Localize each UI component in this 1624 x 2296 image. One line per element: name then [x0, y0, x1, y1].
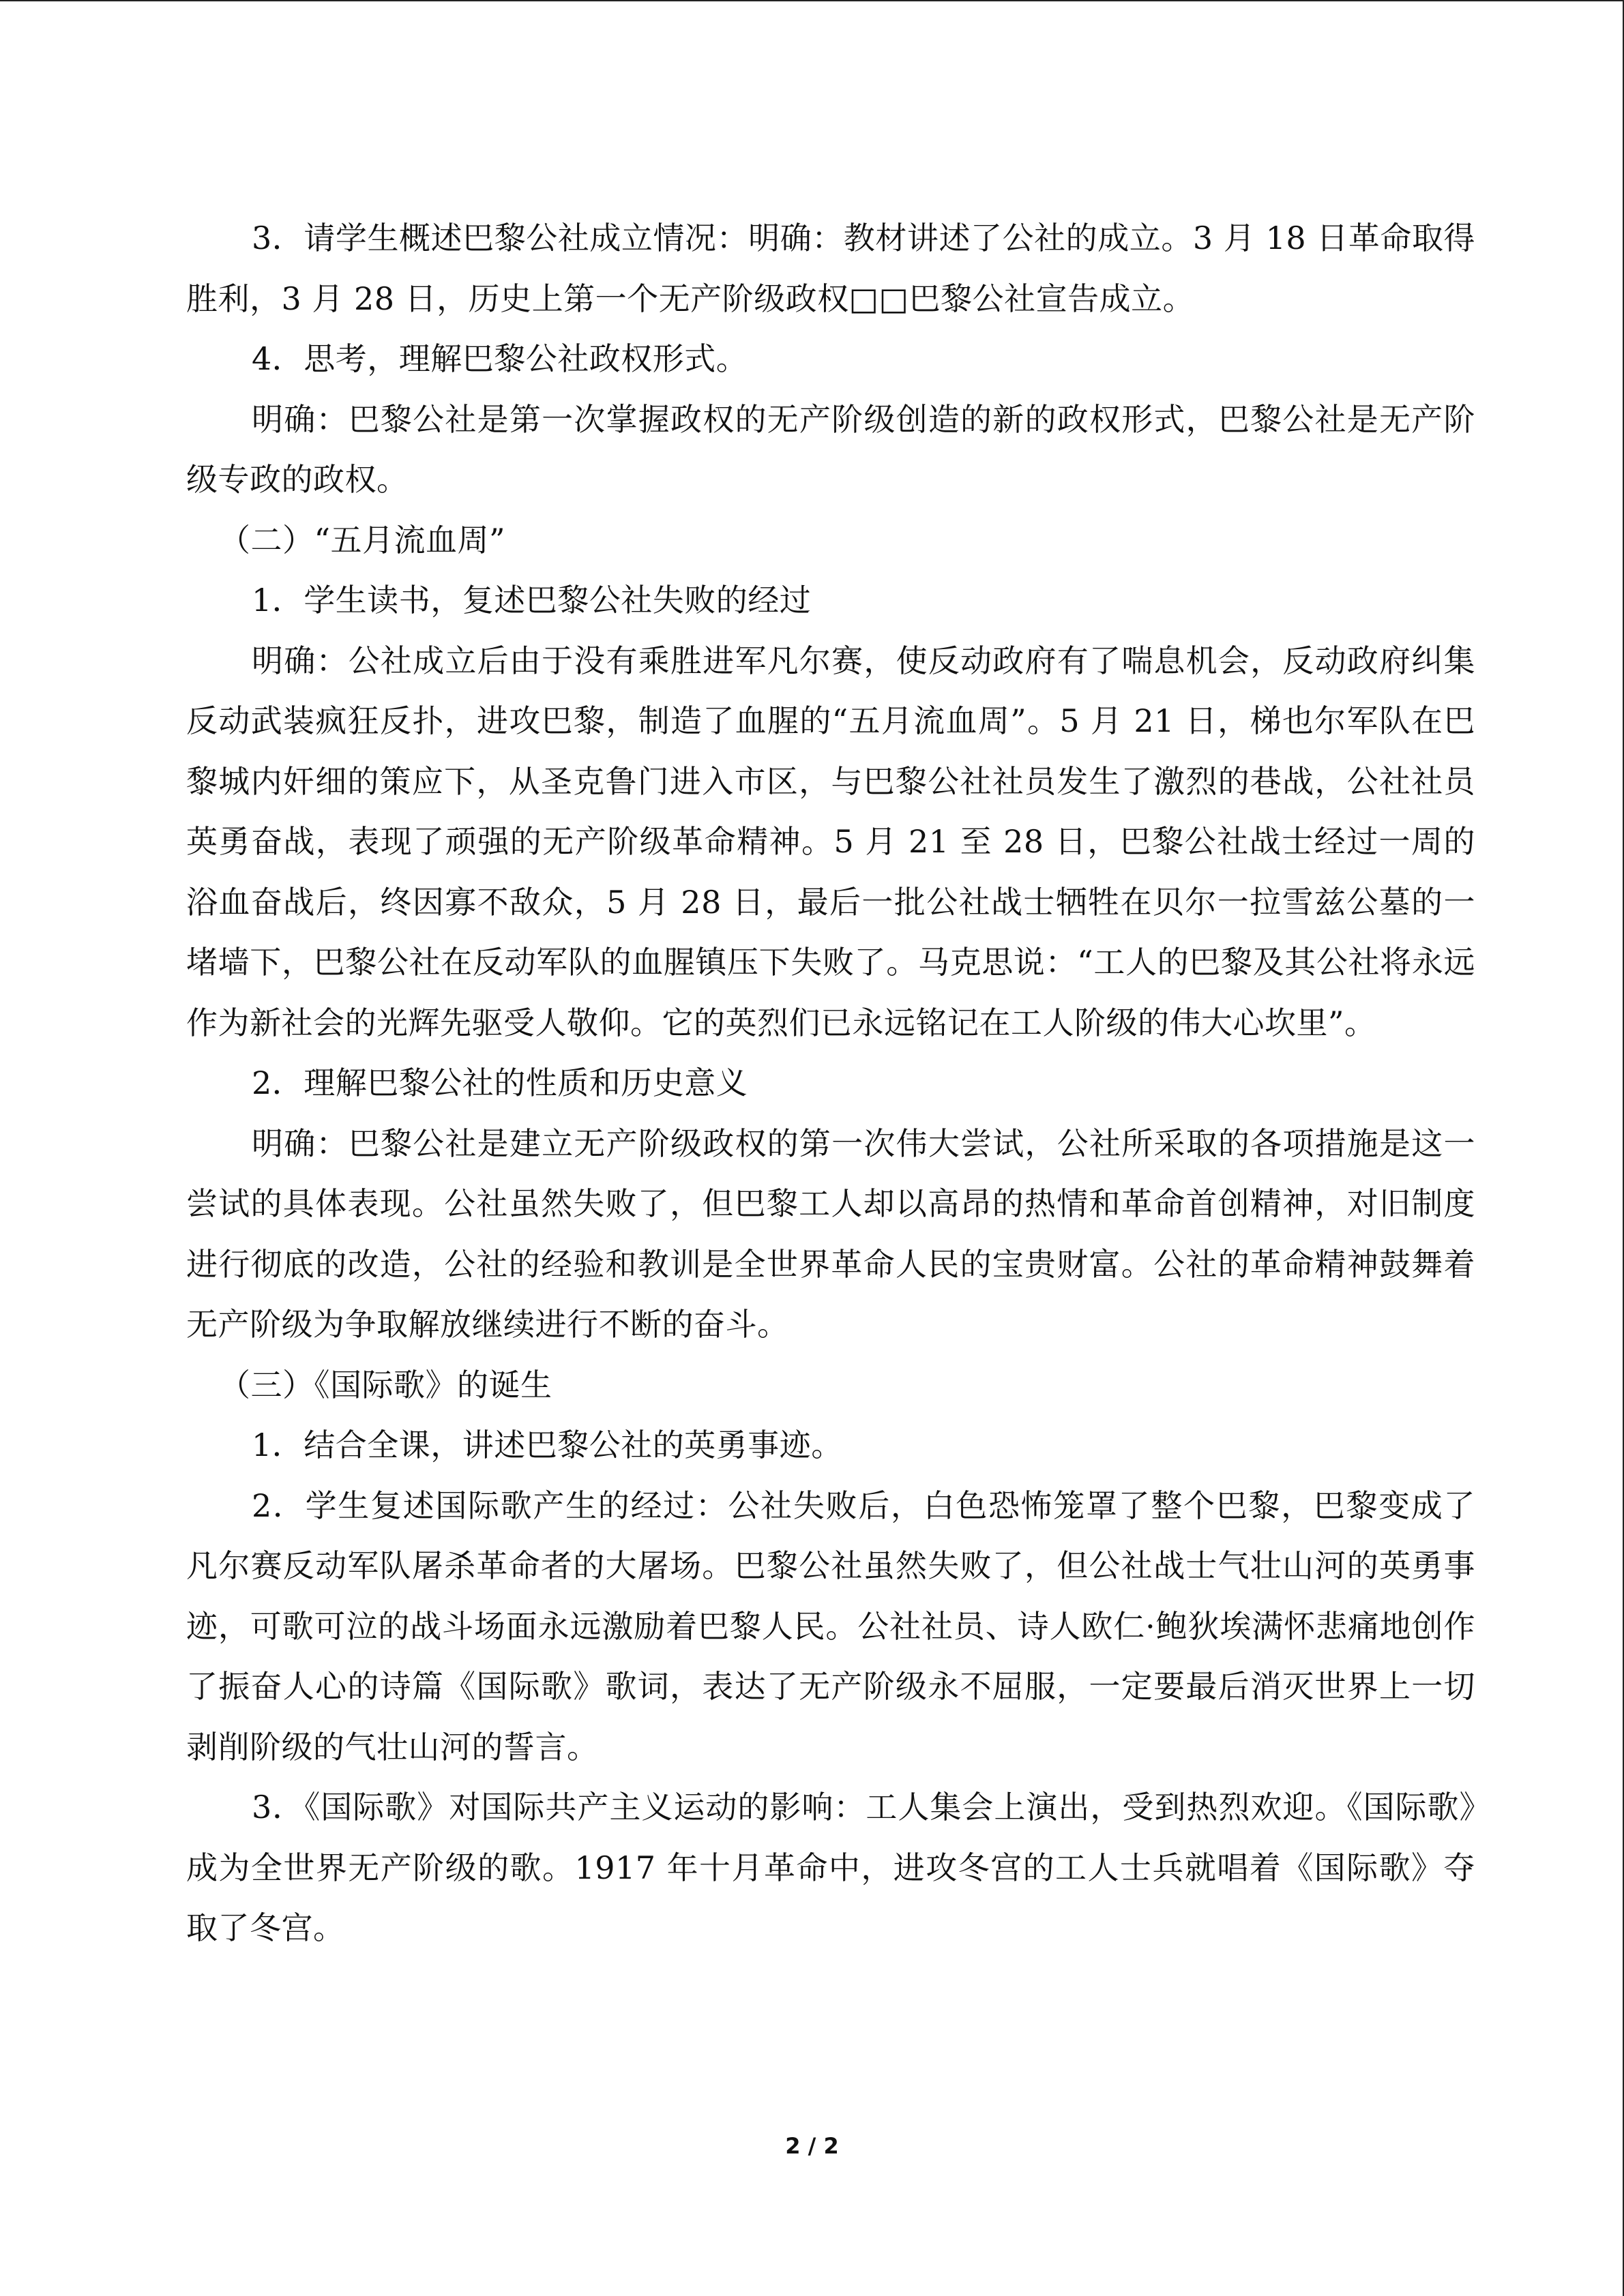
paragraph-read-failure: 1．学生读书，复述巴黎公社失败的经过	[252, 582, 812, 618]
paragraph-heroic-deeds: 1．结合全课，讲述巴黎公社的英勇事迹。	[252, 1427, 843, 1463]
document-body	[186, 208, 1475, 1958]
paragraph-think-regime-form: 4．思考，理解巴黎公社政权形式。	[252, 340, 748, 377]
paragraph-failure-answer: 明确：公社成立后由于没有乘胜进军凡尔赛，使反动政府有了喘息机会，反动政府纠集反动武装疯狂反扑，进攻巴黎，制造了血腥的“五月流血周”。5 月 21 日，梯也尔军队在巴黎城内奸细的策应下，从圣克鲁门进入市区，与巴黎公社社员发生了激烈的巷战，公社社员英勇奋战，表现了顽强的无产阶级革命精神。5 月 21 至 28 日，巴黎公社战士经过一周的浴血奋战后，终因寡不敌众，5 月 28 日，最后一批公社战士牺牲在贝尔一拉雪兹公墓的一堵墙下，巴黎公社在反动军队的血腥镇压下失败了。马克思说：“工人的巴黎及其公社将永远作为新社会的光辉先驱受人敬仰。它的英烈们已永远铭记在工人阶级的伟大心坎里”。	[186, 642, 1475, 1041]
paragraph-internationale-influence: 3．《国际歌》对国际共产主义运动的影响：工人集会上演出，受到热烈欢迎。《国际歌》成为全世界无产阶级的歌。1917 年十月革命中，进攻冬宫的工人士兵就唱着《国际歌》夺取了冬宫。	[186, 1789, 1475, 1946]
paragraph-regime-form-answer: 明确：巴黎公社是第一次掌握政权的无产阶级创造的新的政权形式，巴黎公社是无产阶级专政的政权。	[186, 400, 1475, 498]
paragraph-significance-answer: 明确：巴黎公社是建立无产阶级政权的第一次伟大尝试，公社所采取的各项措施是这一尝试的具体表现。公社虽然失败了，但巴黎工人却以高昂的热情和革命首创精神，对旧制度进行彻底的改造，公社的经验和教训是全世界革命人民的宝贵财富。公社的革命精神鼓舞着无产阶级为争取解放继续进行不断的奋斗。	[186, 1124, 1475, 1343]
paragraph-nature-significance: 2．理解巴黎公社的性质和历史意义	[252, 1064, 748, 1101]
page-number: 2 / 2	[785, 2133, 839, 2159]
section-heading-bloody-week: （二）“五月流血周”	[219, 521, 506, 558]
page-top-border	[0, 0, 1624, 1]
paragraph-internationale-origin: 2．学生复述国际歌产生的经过：公社失败后，白色恐怖笼罩了整个巴黎，巴黎变成了凡尔赛反动军队屠杀革命者的大屠场。巴黎公社虽然失败了，但公社战士气壮山河的英勇事迹，可歌可泣的战斗场面永远激励着巴黎人民。公社社员、诗人欧仁·鲍狄埃满怀悲痛地创作了振奋人心的诗篇《国际歌》歌词，表达了无产阶级永不屈服，一定要最后消灭世界上一切剥削阶级的气壮山河的誓言。	[186, 1487, 1475, 1765]
section-heading-internationale: （三）《国际歌》的诞生	[219, 1366, 552, 1403]
paragraph-commune-establishment: 3．请学生概述巴黎公社成立情况：明确：教材讲述了公社的成立。3 月 18 日革命取得胜利，3 月 28 日，历史上第一个无产阶级政权□□巴黎公社宣告成立。	[186, 220, 1475, 317]
